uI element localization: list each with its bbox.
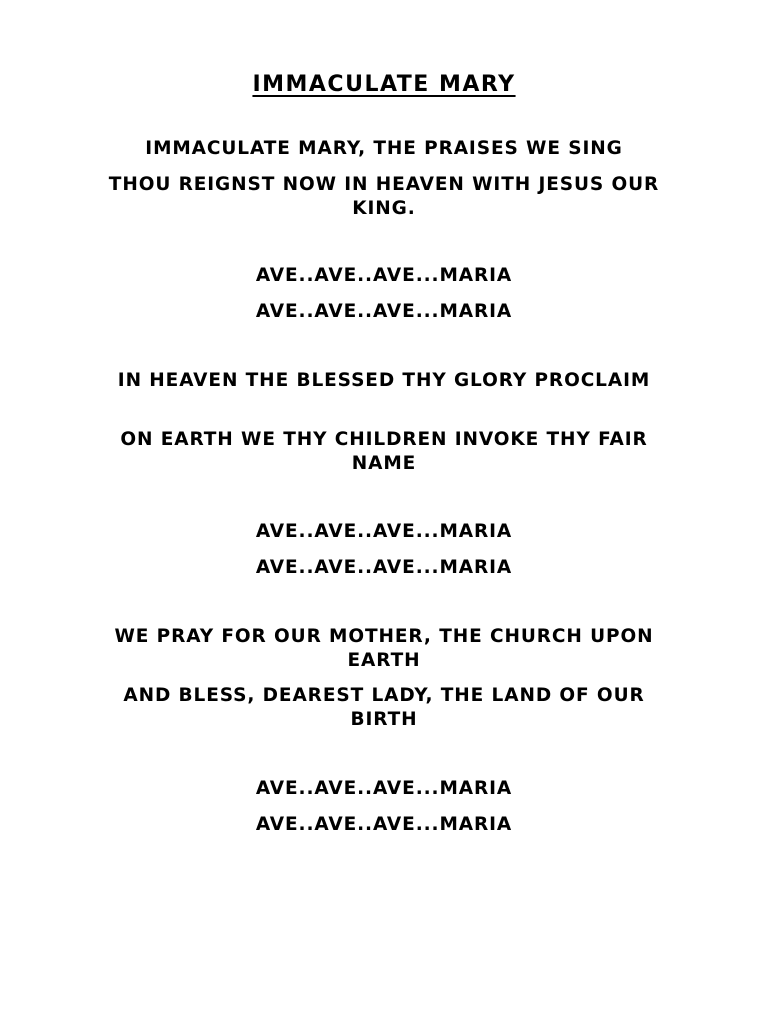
verse-1-line-2: THOU REIGNST NOW IN HEAVEN WITH JESUS OUR KING. bbox=[108, 174, 660, 219]
verse-3-line-1: WE PRAY FOR OUR MOTHER, THE CHURCH UPON EARTH bbox=[114, 626, 654, 671]
verse-1-line-1: IMMACULATE MARY, THE PRAISES WE SING bbox=[145, 138, 623, 159]
chorus-2-line-2: AVE..AVE..AVE...MARIA bbox=[255, 557, 513, 578]
verse-2-line-1: IN HEAVEN THE BLESSED THY GLORY PROCLAIM bbox=[117, 370, 651, 391]
chorus-3-line-2: AVE..AVE..AVE...MARIA bbox=[255, 814, 513, 835]
verse-2-line-2: ON EARTH WE THY CHILDREN INVOKE THY FAIR NAME bbox=[120, 429, 648, 474]
chorus-2-line-1: AVE..AVE..AVE...MARIA bbox=[255, 521, 513, 542]
chorus-1-line-1: AVE..AVE..AVE...MARIA bbox=[255, 265, 513, 286]
chorus-1-line-2: AVE..AVE..AVE...MARIA bbox=[255, 301, 513, 322]
page-title: IMMACULATE MARY bbox=[252, 72, 516, 97]
verse-3-line-2: AND BLESS, DEAREST LADY, THE LAND OF OUR BIRTH bbox=[123, 685, 645, 730]
chorus-3-line-1: AVE..AVE..AVE...MARIA bbox=[255, 778, 513, 799]
